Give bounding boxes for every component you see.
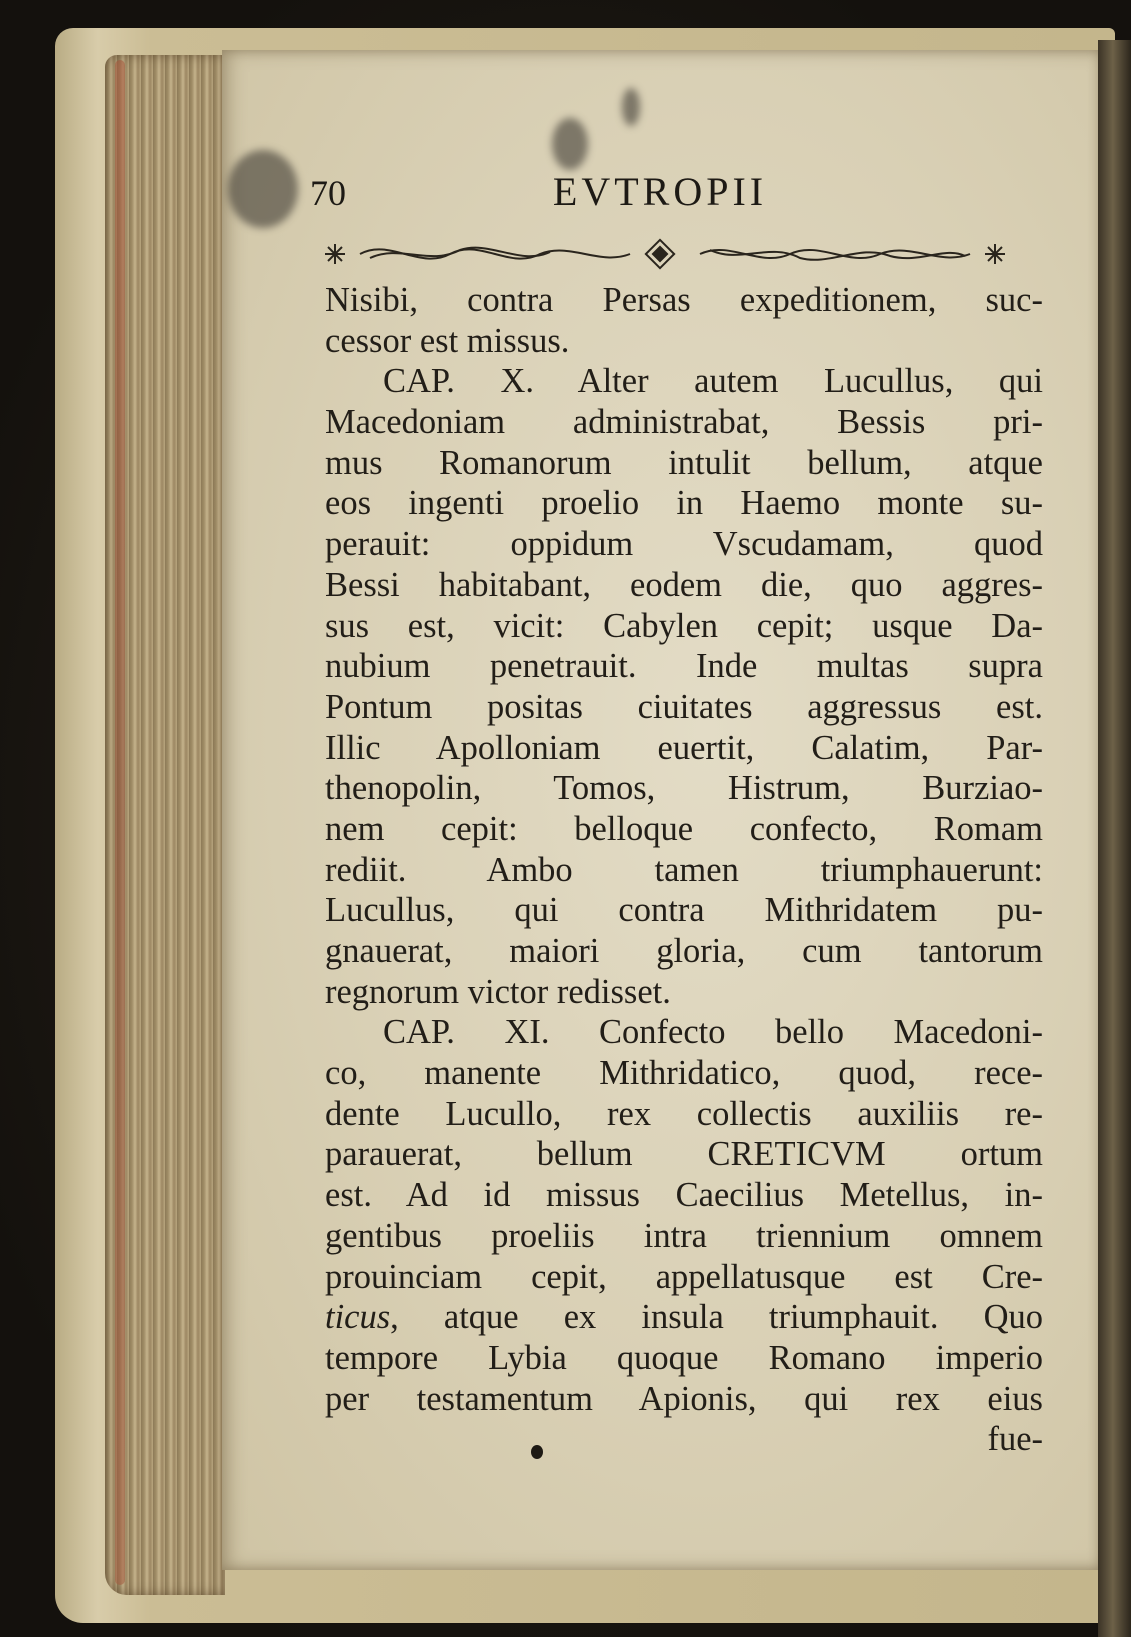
- text-line: eos ingenti proelio in Haemo monte su-: [325, 484, 1043, 523]
- text-line: Nisibi, contra Persas expeditionem, suc-: [325, 281, 1043, 319]
- page-number: 70: [310, 173, 346, 213]
- catchword: fue-: [987, 1420, 1043, 1459]
- text-line: Lucullus, qui contra Mithridatem pu-: [325, 891, 1043, 930]
- text-line: nubium penetrauit. Inde multas supra: [325, 647, 1043, 686]
- ink-stain: [228, 150, 298, 228]
- right-binding-shadow: [1098, 40, 1131, 1637]
- text-line: co, manente Mithridatico, quod, rece-: [325, 1054, 1043, 1093]
- text-line: nem cepit: belloque confecto, Romam: [325, 809, 1043, 848]
- text-line: est. Ad id missus Caecilius Metellus, in-: [325, 1176, 1043, 1215]
- chapter-heading-line: CAP. XI. Confecto bello Macedoni-: [383, 1013, 1043, 1052]
- text-line: rediit. Ambo tamen triumphauerunt:: [325, 850, 1043, 889]
- running-head: EVTROPII: [552, 169, 768, 214]
- ink-stain: [552, 118, 588, 170]
- text-line: mus Romanorum intulit bellum, atque: [325, 443, 1043, 482]
- text-line: Macedoniam administrabat, Bessis pri-: [325, 403, 1043, 442]
- ink-stain: [622, 88, 640, 126]
- text-line: [325, 1297, 1043, 1338]
- text-line: prouinciam cepit, appellatusque est Cre-: [325, 1257, 1043, 1296]
- italic-word: ticus: [325, 1298, 391, 1337]
- text-line: gnauerat, maiori gloria, cum tantorum: [325, 932, 1043, 970]
- text-line: Pontum positas ciuitates aggressus est.: [325, 687, 1043, 726]
- text-line: tempore Lybia quoque Romano imperio: [325, 1338, 1043, 1377]
- text-line: gentibus proeliis intra triennium omnem: [325, 1216, 1043, 1255]
- text-line: Illic Apolloniam euertit, Calatim, Par-: [325, 728, 1043, 767]
- text-line: dente Lucullo, rex collectis auxiliis re-: [325, 1094, 1043, 1133]
- text-line: regnorum victor redisset.: [325, 972, 671, 1011]
- red-page-edge: [115, 60, 125, 1585]
- text-line: perauit: oppidum Vscudamam, quod: [325, 525, 1043, 564]
- page-body-text: [325, 280, 1043, 1460]
- chapter-heading-line: CAP. X. Alter autem Lucullus, qui: [383, 362, 1043, 401]
- text-line: Bessi habitabant, eodem die, quo aggres-: [325, 565, 1043, 604]
- ink-dot: [531, 1445, 543, 1459]
- page-header: [310, 168, 1010, 228]
- text-fragment: , atque ex insula triumphauit. Quo: [390, 1298, 1043, 1337]
- text-line: parauerat, bellum CRETICVM ortum: [325, 1135, 1043, 1174]
- text-line: per testamentum Apionis, qui rex eius: [325, 1379, 1043, 1418]
- text-line: sus est, vicit: Cabylen cepit; usque Da-: [325, 606, 1043, 645]
- text-line: thenopolin, Tomos, Histrum, Burziao-: [325, 769, 1043, 808]
- floral-rule-ornament-icon: [320, 236, 1010, 272]
- text-line: cessor est missus.: [325, 321, 570, 360]
